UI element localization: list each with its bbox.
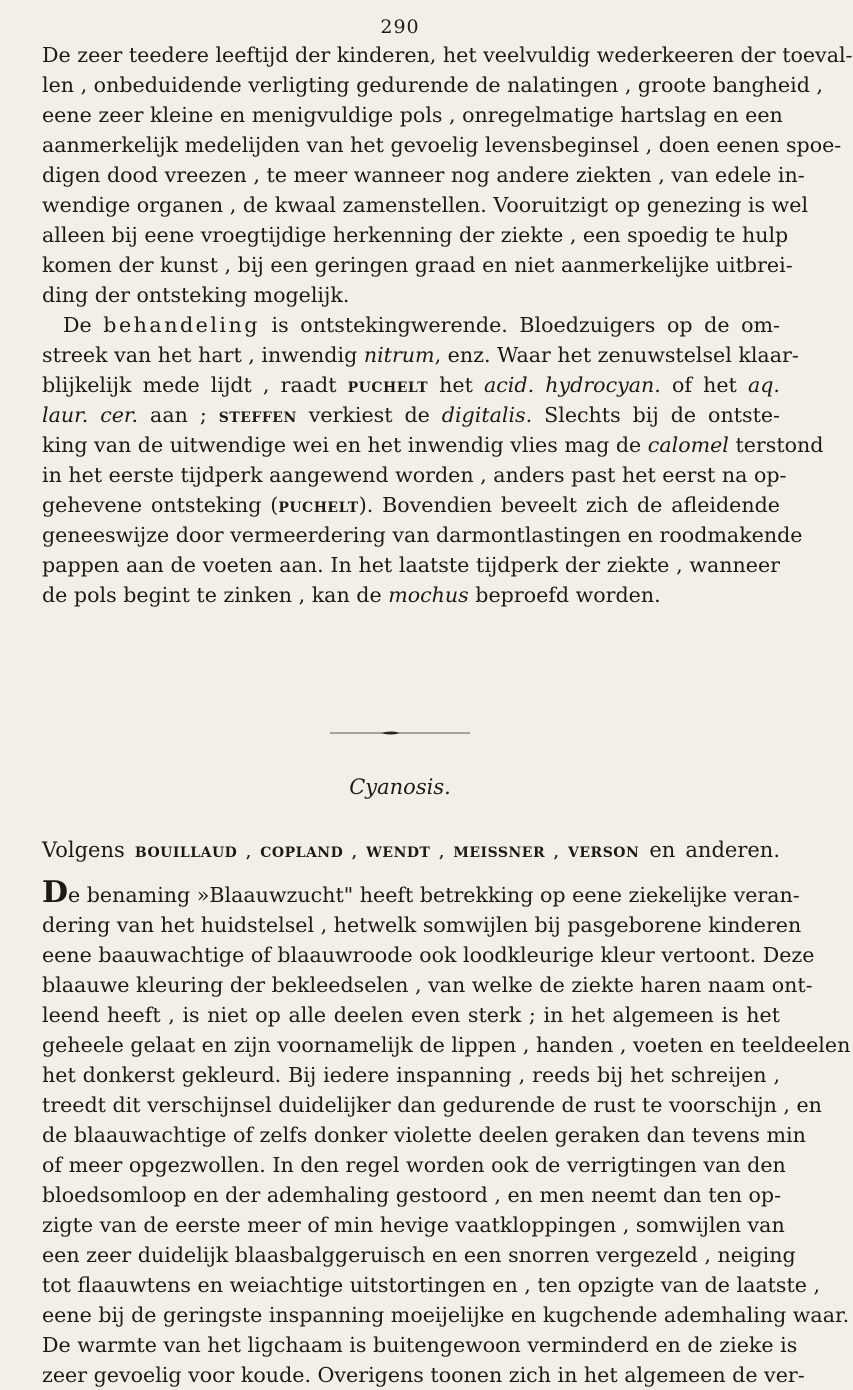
italic-term: mochus (388, 583, 469, 607)
text-line: de pols begint te zinken , kan de mochus beproefd worden. (42, 583, 661, 607)
text-line: blaauwe kleuring der bekleedselen , van welke de ziekte haren naam ont- (42, 973, 813, 997)
text-line: of meer opgezwollen. In den regel worden ook de verrigtingen van den (42, 1153, 786, 1177)
authors-line: Volgens BOUILLAUD , COPLAND , WENDT , MEISSNER , VERSON en anderen. (42, 838, 780, 862)
text-line: De benaming »Blaauwzucht" heeft betrekking op eene ziekelijke veran- (42, 875, 800, 910)
text-line: streek van het hart , inwendig nitrum, enz. Waar het zenuwstelsel klaar- (42, 343, 799, 367)
text-line: alleen bij eene vroegtijdige herkenning der ziekte , een spoedig te hulp (42, 223, 789, 247)
text-line: geheele gelaat en zijn voornamelijk de lippen , handen , voeten en teeldeelen (42, 1033, 851, 1057)
italic-term: calomel (647, 433, 729, 457)
text-line: eene zeer kleine en menigvuldige pols , onregelmatige hartslag en een (42, 103, 783, 127)
author-name: STEFFEN (218, 410, 297, 426)
drop-cap: D (42, 875, 69, 910)
text-line: king van de uitwendige wei en het inwendig vlies mag de calomel terstond (42, 433, 824, 457)
text-line: in het eerste tijdperk aangewend worden , anders past het eerst na op- (42, 463, 787, 487)
text-line: zeer gevoelig voor koude. Overigens toonen zich in het algemeen de ver- (42, 1363, 805, 1387)
text-line: leend heeft , is niet op alle deelen even sterk ; in het algemeen is het (42, 1003, 780, 1027)
section-divider (330, 730, 470, 736)
text-line: aanmerkelijk medelijden van het gevoelig levensbeginsel , doen eenen spoe- (42, 133, 842, 157)
paragraph-treatment (42, 310, 824, 610)
paragraph-prognosis (42, 40, 853, 310)
text-line: pappen aan de voeten aan. In het laatste tijdperk der ziekte , wanneer (42, 553, 780, 577)
text-line: De zeer teedere leeftijd der kinderen, het veelvuldig wederkeeren der toeval- (42, 43, 853, 67)
text-line: dering van het huidstelsel , hetwelk somwijlen bij pasgeborene kinderen (42, 913, 802, 937)
italic-term: digitalis. (441, 403, 533, 427)
text-line: een zeer duidelijk blaasbalggeruisch en een snorren vergezeld , neiging (42, 1243, 796, 1267)
text-line: len , onbeduidende verligting gedurende de nalatingen , groote bangheid , (42, 73, 823, 97)
italic-term: laur. cer. (42, 403, 139, 427)
text-line: het donkerst gekleurd. Bij iedere inspanning , reeds bij het schreijen , (42, 1063, 780, 1087)
text-line: wendige organen , de kwaal zamenstellen. Vooruitzigt op genezing is wel (42, 193, 809, 217)
text-line: laur. cer. aan ; STEFFEN verkiest de digitalis. Slechts bij de ontste- (42, 403, 780, 427)
text-line: geneeswijze door vermeerdering van darmontlastingen en roodmakende (42, 523, 803, 547)
author-name: PUCHELT (347, 380, 428, 396)
paragraph-cyanosis (42, 875, 851, 1390)
italic-term: acid. hydrocyan. (483, 373, 661, 397)
text-line: treedt dit verschijnsel duidelijker dan gedurende de rust te voorschijn , en (42, 1093, 822, 1117)
italic-term: nitrum (363, 343, 435, 367)
spaced-term: behandeling (103, 313, 260, 337)
text-line: De behandeling is ontstekingwerende. Bloedzuigers op de om- (63, 313, 780, 337)
text-line: ding der ontsteking mogelijk. (42, 283, 350, 307)
author-names: BOUILLAUD , COPLAND , WENDT , MEISSNER , VERSON (134, 845, 640, 861)
text-line: bloedsomloop en der ademhaling gestoord , en men neemt dan ten op- (42, 1183, 782, 1207)
text-line: eene bij de geringste inspanning moeijelijke en kugchende ademhaling waar. (42, 1303, 850, 1327)
author-name: PUCHELT (278, 500, 359, 516)
section-heading: Cyanosis. (349, 775, 451, 799)
text-line: komen der kunst , bij een geringen graad en niet aanmerkelijke uitbrei- (42, 253, 793, 277)
text-line: blijkelijk mede lijdt , raadt PUCHELT het acid. hydrocyan. of het aq. (42, 373, 780, 397)
text-line: digen dood vreezen , te meer wanneer nog andere ziekten , van edele in- (42, 163, 805, 187)
italic-term: aq. (747, 373, 780, 397)
text-line: De warmte van het ligchaam is buitengewoon verminderd en de zieke is (42, 1333, 798, 1357)
text-line: tot flaauwtens en weiachtige uitstortingen en , ten opzigte van de laatste , (42, 1273, 821, 1297)
text-line: gehevene ontsteking (PUCHELT). Bovendien beveelt zich de afleidende (42, 493, 780, 517)
text-line: zigte van de eerste meer of min hevige vaatkloppingen , somwijlen van (42, 1213, 785, 1237)
page-number: 290 (380, 16, 420, 38)
text-line: de blaauwachtige of zelfs donker violette deelen geraken dan tevens min (42, 1123, 806, 1147)
text-line: eene baauwachtige of blaauwroode ook loodkleurige kleur vertoont. Deze (42, 943, 815, 967)
